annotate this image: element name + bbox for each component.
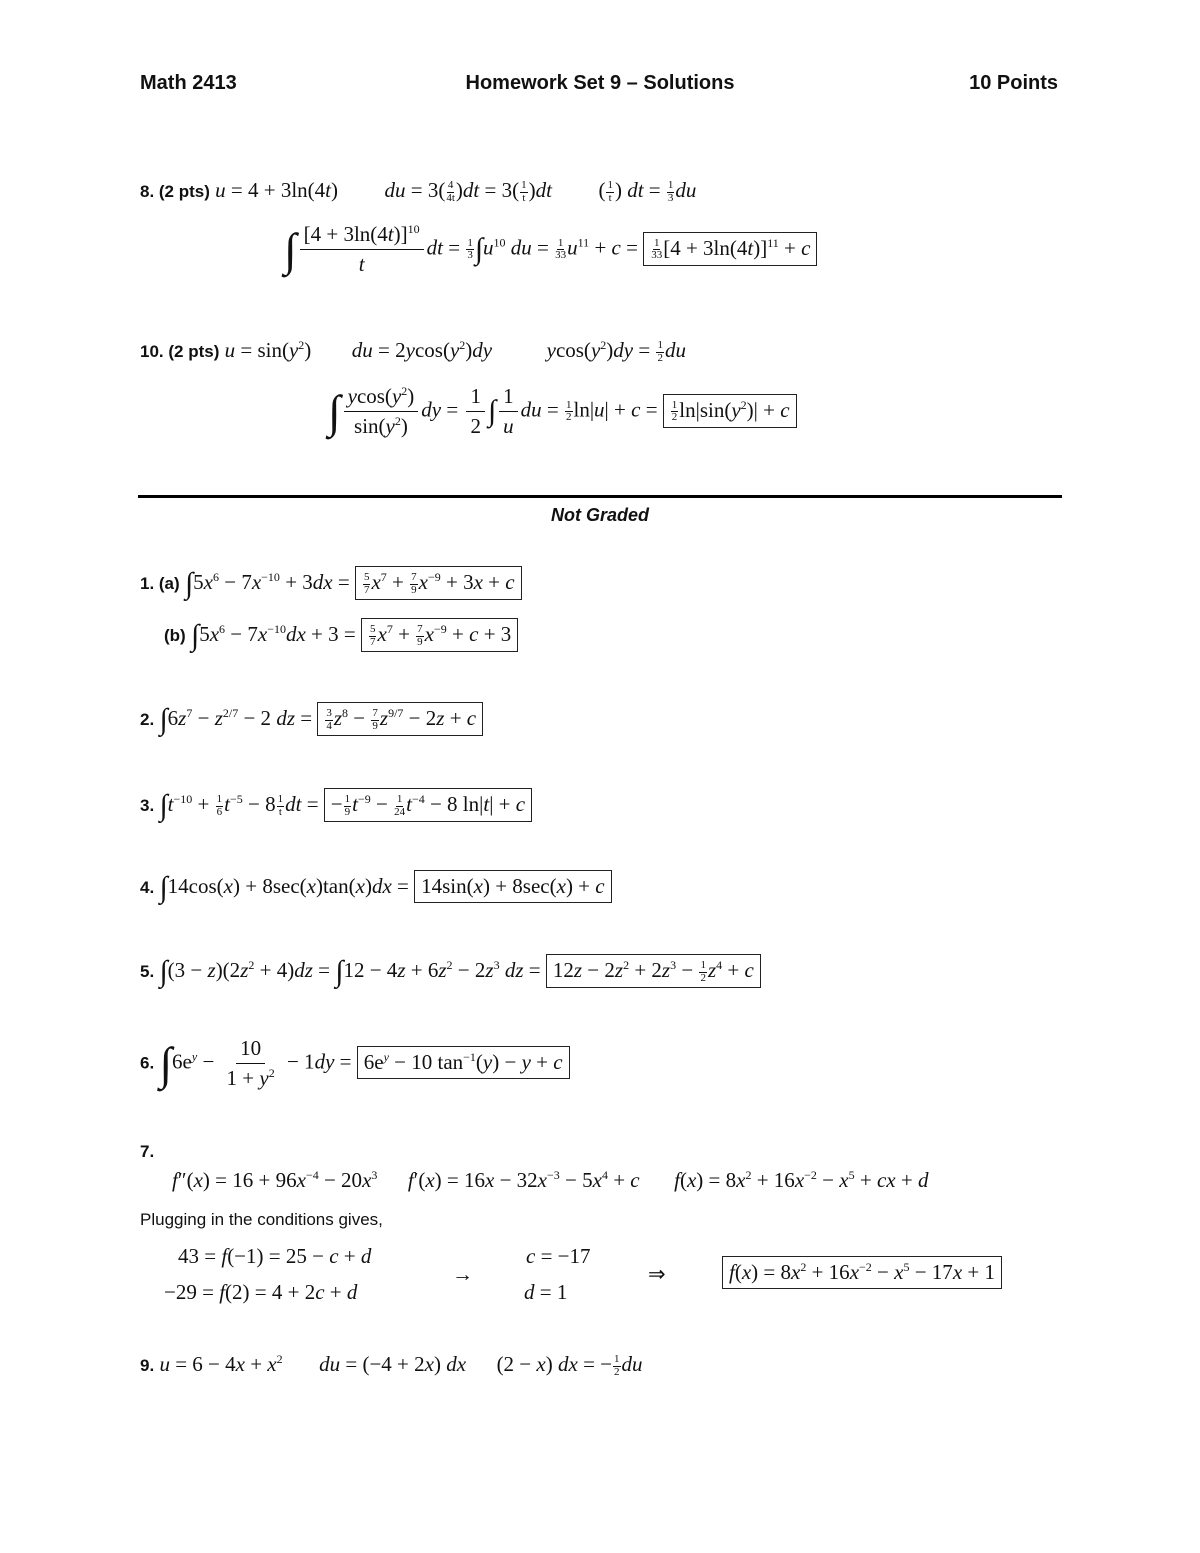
problem-9-label: 9. — [140, 1356, 155, 1375]
problem-8-line1: 8. (2 pts) u = 4 + 3ln(4t) du = 3( $\frac{4}{4t}$ )dt = 3( $\frac{1}{t}$ )dt ( $\frac{1}{t}$ ) dt = $\frac{1}{3}$ du — [140, 178, 697, 204]
implies-icon: ⇒ — [648, 1262, 666, 1286]
problem-7-plugging-text: Plugging in the conditions gives, — [140, 1210, 383, 1229]
problem-7-answer-box: $f(x) = 8x^2 + 16x^{-2} - x^5 - 17x + 1$ — [722, 1256, 1002, 1289]
problem-7-label: 7. — [140, 1142, 155, 1161]
course-label: Math 2413 — [140, 72, 237, 94]
problem-6-label: 6. — [140, 1053, 155, 1073]
problem-7-answer — [722, 1256, 1002, 1289]
problem-1a-label: 1. (a) — [140, 574, 180, 593]
problem-6-answer-box: $6e^y - 10$ $\tan^{-1}(y) - y + c$ — [357, 1046, 570, 1079]
problem-2-label: 2. — [140, 710, 155, 729]
problem-1a: 1. (a) $\int 5x^6 - 7x^{-10} + 3dx$ = $\frac{5}{7}$ $x^7$ + $\frac{7}{9}$ $x^{-9} + 3x + c$ — [140, 566, 522, 602]
problem-7-condition-2: −29 = f(2) = 4 + 2c + d — [164, 1280, 358, 1304]
problem-5-label: 5. — [140, 962, 155, 981]
problem-10-label: 10. (2 pts) — [140, 342, 220, 361]
problem-3-label: 3. — [140, 796, 155, 815]
problem-9: 9. $u = 6 - 4x + x^2$ du = (−4 + 2x) dx (2 − x) dx = − $\frac{1}{2}$ du — [140, 1352, 643, 1378]
arrow-icon: → — [452, 1262, 473, 1286]
problem-7-d-value: d = 1 — [524, 1280, 568, 1304]
problem-10-answer-box: $\frac{1}{2}$ $\ln|\sin(y^2)| + c$ — [663, 394, 797, 428]
points-label: 10 Points — [969, 72, 1058, 94]
problem-7-label-row — [140, 1138, 154, 1163]
problem-8-label: 8. (2 pts) — [140, 182, 210, 201]
problem-1b: (b) $\int 5x^6 - 7x^{-10}dx + 3$ = $\frac{5}{7}$ $x^7$ + $\frac{7}{9}$ $x^{-9} + c + 3$ — [164, 618, 518, 654]
problem-1b-answer-box: $\frac{5}{7}$ $x^7$ + $\frac{7}{9}$ $x^{-9} + c + 3$ — [361, 618, 518, 652]
problem-1a-answer-box: $\frac{5}{7}$ $x^7$ + $\frac{7}{9}$ $x^{-9} + 3x + c$ — [355, 566, 522, 600]
problem-4-answer-box: 14sin(x) + 8sec(x) + c — [414, 870, 611, 903]
problem-2-answer-box: $\frac{3}{4}$ $z^8$ − $\frac{7}{9}$ $z^{9/7} - 2z + c$ — [317, 702, 483, 736]
problem-10-line1: 10. (2 pts) $u = \sin(y^2)$ du = $2ycos(y^2)dy$ $ycos(y^2)dy$ = $\frac{1}{2}$ du — [140, 338, 686, 364]
problem-2: 2. $\int 6z^7 - z^{2/7} - 2$ dz = $\frac{3}{4}$ $z^8$ − $\frac{7}{9}$ $z^{9/7} - 2z + c$ — [140, 702, 483, 738]
problem-10-integral: ∫ $\frac{ycos(y^2)}{\sin(y^2)}$ dy = $\frac{1}{2}$ ∫ $\frac{1}{u}$ du = $\frac{1}{2}$ ln|u| + c = $\frac{1}{2}$ $\ln|\sin(y^2)| + c$ — [328, 384, 797, 439]
problem-4: 4. ∫14cos(x) + 8sec(x)tan(x)dx = 14sin(x) + 8sec(x) + c — [140, 870, 612, 906]
problem-6: 6. $\int 6e^y$ − $\frac{10}{1 + y^2}$ − $1dy = 6e^y - 10$ $\tan^{-1}(y) - y + c$ — [140, 1036, 570, 1091]
page-title: Homework Set 9 – Solutions — [465, 72, 735, 94]
problem-4-label: 4. — [140, 878, 155, 897]
problem-7-derivatives: $f''(x) = 16 + 96x^{-4} - 20x^3$ $f'(x) = 16x - 32x^{-3} - 5x^4 + c$ $f(x) = 8x^2 + 16x^{-2} - x^5$ + cx + d — [172, 1168, 929, 1192]
problem-7-c-value: c = −17 — [526, 1244, 591, 1268]
problem-5: 5. $\int(3 - z)(2z^2 + 4)dz = \int 12 - 4z + 6z^2 - 2z^3$ dz = $12z - 2z^2 + 2z^3$ − $\frac{1}{2}$ $z^4 + c$ — [140, 954, 761, 990]
problem-8-answer-box: $\frac{1}{33}$ $[4 + 3\ln(4t)]^{11} + c$ — [643, 232, 817, 266]
not-graded-heading: Not Graded — [550, 505, 649, 525]
problem-3: 3. $\int t^{-10}$ + $\frac{1}{6}$ $t^{-5} - 8$ $\frac{1}{t}$ dt = − $\frac{1}{9}$ $t^{-9}$ − $\frac{1}{24}$ $t^{-4} - 8$ ln|t| + c — [140, 788, 532, 824]
problem-7-condition-1: 43 = f(−1) = 25 − c + d — [178, 1244, 372, 1268]
problem-1b-label: (b) — [164, 626, 186, 645]
problem-8-integral: ∫ $\frac{[4 + 3\ln(4t)]^{10}}{t}$ dt = $\frac{1}{3}$ $\int u^{10}$ du = $\frac{1}{33}$ $u^{11} + c$ = $\frac{1}{33}$ $[4 + 3\ln(4t)]^{11} + c$ — [284, 222, 817, 277]
problem-5-answer-box: $12z - 2z^2 + 2z^3$ − $\frac{1}{2}$ $z^4 + c$ — [546, 954, 761, 988]
section-divider — [138, 495, 1062, 498]
problem-3-answer-box: − $\frac{1}{9}$ $t^{-9}$ − $\frac{1}{24}$ $t^{-4} - 8$ ln|t| + c — [324, 788, 532, 822]
